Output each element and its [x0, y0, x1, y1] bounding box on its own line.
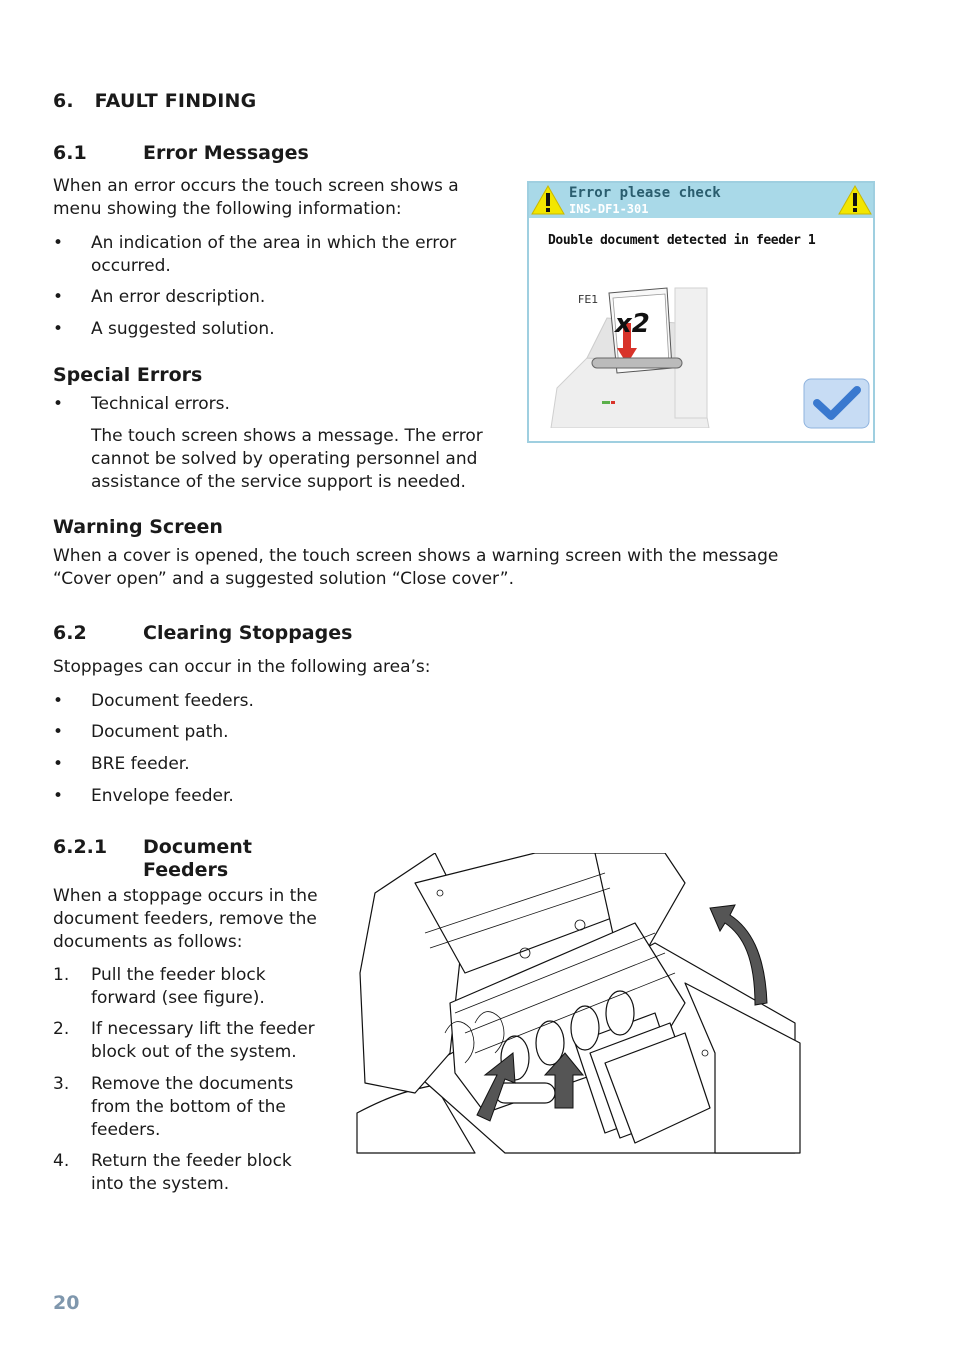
- intro-line: menu showing the following information:: [53, 199, 402, 219]
- section-title-clearing-stoppages: Clearing Stoppages: [143, 622, 353, 644]
- list-item: [53, 785, 453, 808]
- bullet-marker: •: [53, 233, 64, 253]
- clearing-stoppages-intro: Stoppages can occur in the following area’s:: [53, 657, 431, 677]
- special-errors-heading: Special Errors: [53, 364, 203, 386]
- double-document-indicator: x2: [615, 309, 650, 339]
- warning-icon: [531, 184, 565, 216]
- warning-screen-text: [53, 545, 778, 591]
- text-line: assistance of the service support is needed.: [91, 472, 466, 492]
- title-line: Feeders: [143, 859, 229, 881]
- chapter-heading: [53, 90, 256, 112]
- section-number: 6.1: [53, 142, 87, 164]
- list-item: [53, 232, 513, 278]
- list-item: [53, 286, 513, 309]
- feeder-block-figure: [355, 853, 805, 1159]
- text-line: cannot be solved by operating personnel and: [91, 449, 478, 469]
- list-item: [53, 753, 453, 776]
- text-line: “Cover open” and a suggested solution “Close cover”.: [53, 569, 514, 589]
- bullet-marker: •: [53, 394, 64, 414]
- error-screen-illustration: [527, 181, 875, 443]
- list-item-text: An error description.: [91, 287, 266, 307]
- step-item: [53, 1150, 343, 1196]
- step-number: 4.: [53, 1151, 70, 1171]
- warning-screen-heading: Warning Screen: [53, 516, 223, 538]
- warning-icon: [838, 184, 872, 216]
- list-item-text: Envelope feeder.: [91, 786, 234, 806]
- step-number: 3.: [53, 1074, 70, 1094]
- page-number: 20: [53, 1292, 80, 1314]
- step-text: Return the feeder block into the system.: [91, 1151, 292, 1194]
- list-item: [53, 690, 453, 713]
- section-heading-6-1: [53, 142, 87, 164]
- special-errors-text: [91, 425, 483, 494]
- error-code: INS-DF1-301: [569, 202, 649, 216]
- title-line: Document: [143, 836, 252, 858]
- step-text: Pull the feeder block forward (see figure).: [91, 965, 266, 1008]
- confirm-check-icon[interactable]: [803, 378, 870, 429]
- step-item: [53, 1073, 343, 1142]
- list-item: [53, 721, 453, 744]
- error-screen-title: Error please check: [569, 185, 721, 201]
- section-title-error-messages: Error Messages: [143, 142, 309, 164]
- step-item: [53, 1018, 343, 1064]
- feeder-label: FE1: [578, 293, 599, 306]
- step-number: 1.: [53, 965, 70, 985]
- list-item-text: Document feeders.: [91, 691, 254, 711]
- feeder-illustration: [547, 278, 712, 428]
- step-text: Remove the documents from the bottom of the feeders.: [91, 1074, 294, 1140]
- bullet-marker: •: [53, 287, 64, 307]
- bullet-marker: •: [53, 319, 64, 339]
- text-line: The touch screen shows a message. The error: [91, 426, 483, 446]
- chapter-title: FAULT FINDING: [94, 90, 257, 112]
- step-text: If necessary lift the feeder block out of the system.: [91, 1019, 315, 1062]
- intro-line: When an error occurs the touch screen shows a: [53, 176, 459, 196]
- error-screen-header: [529, 183, 873, 218]
- step-number: 2.: [53, 1019, 70, 1039]
- bullet-marker: •: [53, 722, 64, 742]
- section-number-6-2-1: 6.2.1: [53, 836, 108, 858]
- text-line: When a stoppage occurs in the: [53, 886, 318, 906]
- document-feeders-intro: [53, 885, 318, 954]
- list-item-text: An indication of the area in which the error occurred.: [91, 233, 457, 276]
- error-messages-intro: [53, 175, 459, 221]
- bullet-marker: •: [53, 786, 64, 806]
- list-item: [53, 393, 513, 416]
- section-number-6-2: 6.2: [53, 622, 87, 644]
- text-line: When a cover is opened, the touch screen shows a warning screen with the message: [53, 546, 779, 566]
- step-item: [53, 964, 343, 1010]
- section-title-document-feeders: [143, 836, 252, 882]
- text-line: documents as follows:: [53, 932, 243, 952]
- list-item-text: BRE feeder.: [91, 754, 190, 774]
- bullet-marker: •: [53, 691, 64, 711]
- bullet-marker: •: [53, 754, 64, 774]
- list-item-text: A suggested solution.: [91, 319, 275, 339]
- chapter-number: 6.: [53, 90, 74, 112]
- error-message: Double document detected in feeder 1: [548, 233, 816, 248]
- list-item: [53, 318, 513, 341]
- list-item-text: Technical errors.: [91, 394, 230, 414]
- text-line: document feeders, remove the: [53, 909, 317, 929]
- list-item-text: Document path.: [91, 722, 229, 742]
